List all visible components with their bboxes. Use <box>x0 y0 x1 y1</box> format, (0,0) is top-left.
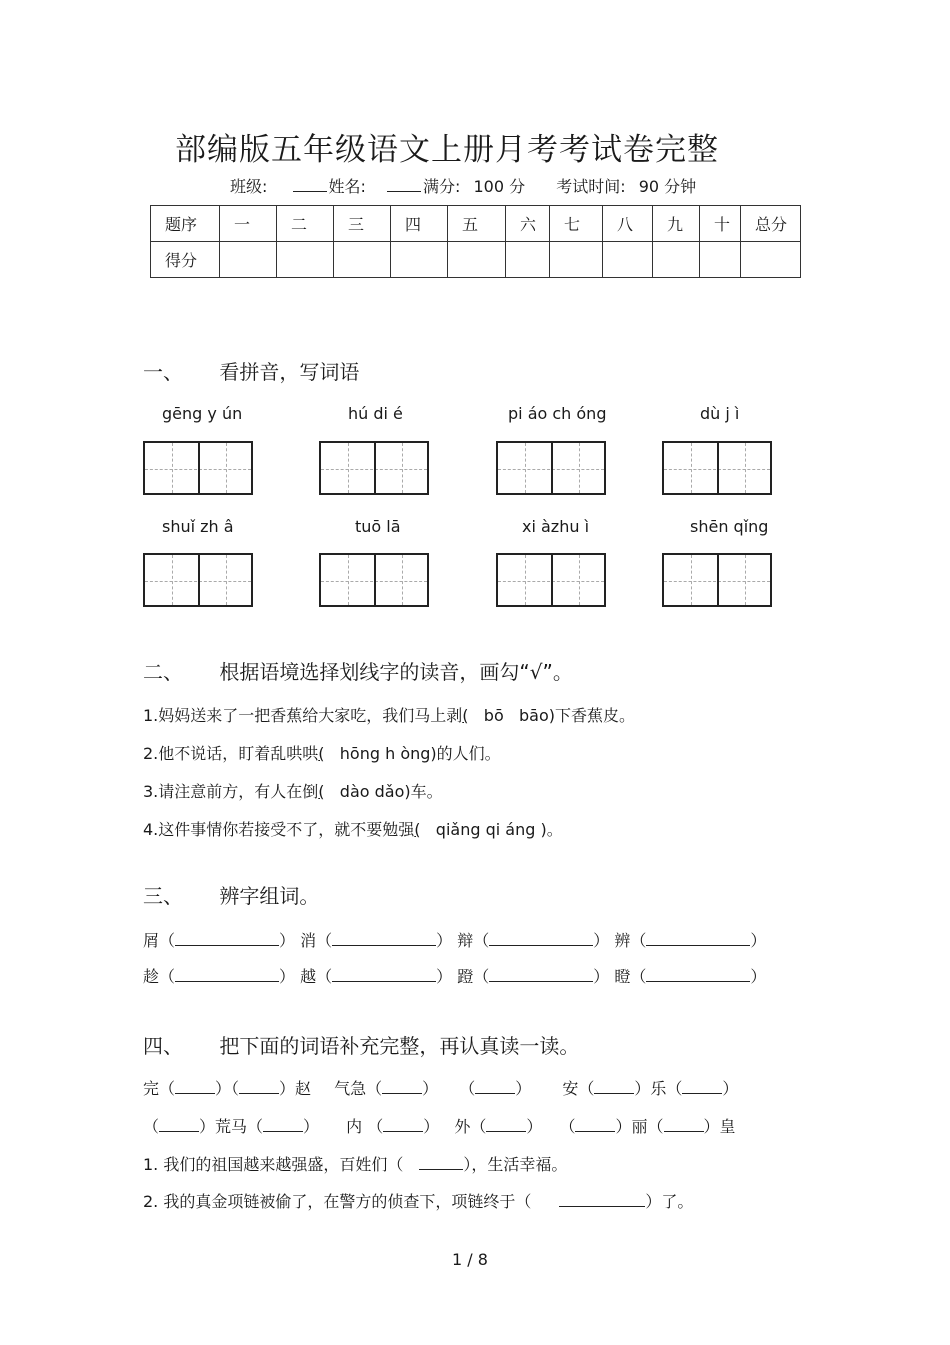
idiom-text: ）（ <box>215 1079 240 1098</box>
score-cell[interactable] <box>653 242 700 278</box>
idiom-text: ）皇 <box>703 1117 736 1136</box>
section-2-heading <box>143 656 573 685</box>
char: 越 <box>300 967 317 986</box>
char: 辩 <box>457 931 474 950</box>
writing-grid[interactable] <box>143 553 253 607</box>
question-text-end: )下香蕉皮。 <box>548 706 635 725</box>
word-row-1: 屑（ ） 消（ ） 辩（ ） 辨（ ） <box>143 931 767 950</box>
question-text-end: )的人们。 <box>430 744 501 763</box>
answer-blank[interactable] <box>664 1116 704 1132</box>
answer-blank[interactable] <box>332 966 436 982</box>
score-cell[interactable] <box>220 242 277 278</box>
score-header-cell: 一 <box>220 206 277 242</box>
pinyin-4: dù j ì <box>700 404 740 423</box>
pinyin-2: hú di é <box>348 404 403 423</box>
question-4-1 <box>143 1152 567 1175</box>
idiom-text: ） <box>515 1079 532 1098</box>
question-text: 3.请注意前方，有人在倒 <box>143 782 319 801</box>
writing-grid[interactable] <box>662 441 772 495</box>
answer-blank[interactable] <box>383 1116 423 1132</box>
answer-blank[interactable] <box>489 966 593 982</box>
idiom-text: 外（ <box>454 1117 487 1136</box>
section-title: 辨字组词。 <box>219 884 320 908</box>
writing-grid[interactable] <box>496 441 606 495</box>
answer-blank[interactable] <box>419 1154 463 1170</box>
idiom-text: ）丽（ <box>615 1117 664 1136</box>
idiom-text: （ <box>559 1117 576 1136</box>
section-number: 一、 <box>143 360 183 384</box>
info-line <box>230 174 696 197</box>
section-4-heading <box>143 1030 579 1059</box>
score-cell[interactable] <box>550 242 603 278</box>
answer-blank[interactable] <box>594 1078 634 1094</box>
pinyin-options[interactable]: qiǎng qi áng <box>420 820 536 839</box>
score-cell[interactable] <box>700 242 741 278</box>
score-cell[interactable] <box>391 242 448 278</box>
full-label: 满分: <box>423 177 461 196</box>
idiom-text: 内 （ <box>346 1117 384 1136</box>
score-header-cell: 三 <box>334 206 391 242</box>
answer-blank[interactable] <box>489 930 593 946</box>
answer-blank[interactable] <box>646 930 750 946</box>
question-text-end: ）了。 <box>645 1192 694 1211</box>
question-text: 4.这件事情你若接受不了，就不要勉强 <box>143 820 415 839</box>
writing-grid[interactable] <box>143 441 253 495</box>
question-text-end: ），生活幸福。 <box>463 1155 568 1174</box>
idiom-text: ）荒马（ <box>199 1117 264 1136</box>
score-header-cell: 六 <box>506 206 550 242</box>
pinyin-1: gēng y ún <box>162 404 243 423</box>
question-4-2 <box>143 1189 693 1212</box>
idiom-text: ） <box>722 1079 739 1098</box>
question-text: 2.他不说话，盯着乱哄哄 <box>143 744 319 763</box>
pinyin-7: xi àzhu ì <box>522 517 590 536</box>
section-title: 根据语境选择划线字的读音，画勾“√”。 <box>219 660 573 684</box>
page-number: 1 / 8 <box>452 1250 488 1269</box>
section-title: 把下面的词语补充完整，再认真读一读。 <box>219 1034 580 1058</box>
idiom-text: ） <box>303 1117 320 1136</box>
idiom-text: ） <box>526 1117 543 1136</box>
answer-blank[interactable] <box>239 1078 279 1094</box>
section-title: 看拼音，写词语 <box>219 360 360 384</box>
score-table <box>150 205 801 278</box>
char: 蹬 <box>457 967 474 986</box>
char: 屑 <box>143 931 160 950</box>
question-2-4 <box>143 817 563 840</box>
question-text: 1.妈妈送来了一把香蕉给大家吃，我们马上剥 <box>143 706 463 725</box>
idiom-text: ） <box>423 1117 440 1136</box>
writing-grid[interactable] <box>319 553 429 607</box>
score-cell[interactable] <box>506 242 550 278</box>
answer-blank[interactable] <box>332 930 436 946</box>
pinyin-options[interactable]: bō bāo <box>468 706 549 725</box>
section-3-heading <box>143 880 319 909</box>
score-header-cell: 九 <box>653 206 700 242</box>
pinyin-5: shuǐ zh â <box>162 517 234 536</box>
underlined-char: ( <box>414 820 421 839</box>
name-label: 姓名: <box>328 177 366 196</box>
underlined-char: ( <box>318 744 325 763</box>
answer-blank[interactable] <box>175 966 279 982</box>
score-cell[interactable] <box>603 242 653 278</box>
question-text: 2. 我的真金项链被偷了，在警方的侦查下，项链终于（ <box>143 1192 532 1211</box>
char: 趁 <box>143 967 160 986</box>
score-row-label: 得分 <box>151 242 220 278</box>
section-number: 四、 <box>143 1034 183 1058</box>
question-2-2 <box>143 741 501 764</box>
pinyin-options[interactable]: hōng h òng <box>324 744 431 763</box>
pinyin-3: pi áo ch óng <box>508 404 607 423</box>
char: 消 <box>300 931 317 950</box>
answer-blank[interactable] <box>263 1116 303 1132</box>
full-value: 100 分 <box>473 177 526 196</box>
idiom-row-2 <box>143 1114 736 1137</box>
answer-blank[interactable] <box>575 1116 615 1132</box>
idiom-text: （ <box>143 1117 160 1136</box>
writing-grid[interactable] <box>496 553 606 607</box>
question-text-end: )车。 <box>404 782 443 801</box>
name-blank[interactable] <box>387 177 421 192</box>
section-number: 二、 <box>143 660 183 684</box>
idiom-text: 完（ <box>143 1079 176 1098</box>
answer-blank[interactable] <box>646 966 750 982</box>
question-text: 1. 我们的祖国越来越强盛，百姓们（ <box>143 1155 404 1174</box>
score-header-row <box>151 206 801 242</box>
answer-blank[interactable] <box>175 930 279 946</box>
underlined-char: ( <box>462 706 469 725</box>
answer-blank[interactable] <box>486 1116 526 1132</box>
class-blank[interactable] <box>293 177 327 192</box>
time-label: 考试时间: <box>556 177 626 196</box>
score-header-cell: 五 <box>448 206 506 242</box>
question-2-1 <box>143 703 635 726</box>
writing-grid[interactable] <box>319 441 429 495</box>
score-cell[interactable] <box>448 242 506 278</box>
score-header-cell: 七 <box>550 206 603 242</box>
answer-blank[interactable] <box>159 1116 199 1132</box>
idiom-row-1 <box>143 1076 738 1099</box>
pinyin-6: tuō lā <box>355 517 401 536</box>
char: 辨 <box>614 931 631 950</box>
section-1-heading <box>143 356 359 385</box>
underlined-char: ( <box>318 782 325 801</box>
idiom-text: ）乐（ <box>634 1079 683 1098</box>
pinyin-8: shēn qǐng <box>690 517 769 536</box>
answer-blank[interactable] <box>175 1078 215 1094</box>
score-cell[interactable] <box>334 242 391 278</box>
answer-blank[interactable] <box>475 1078 515 1094</box>
score-header-cell: 十 <box>700 206 741 242</box>
answer-blank[interactable] <box>682 1078 722 1094</box>
question-text-end: )。 <box>535 820 563 839</box>
question-2-3 <box>143 779 443 802</box>
section-number: 三、 <box>143 884 183 908</box>
pinyin-options[interactable]: dào dǎo <box>324 782 405 801</box>
idiom-text: ）赵 <box>279 1079 312 1098</box>
score-header-cell: 八 <box>603 206 653 242</box>
class-label: 班级: <box>230 177 268 196</box>
score-header-cell: 题序 <box>151 206 220 242</box>
answer-blank[interactable] <box>559 1191 645 1207</box>
idiom-text: （ <box>459 1079 476 1098</box>
char: 瞪 <box>614 967 631 986</box>
idiom-text: ） <box>422 1079 439 1098</box>
idiom-text: 安（ <box>562 1079 595 1098</box>
score-cell[interactable] <box>277 242 334 278</box>
time-value: 90 分钟 <box>638 177 697 196</box>
score-header-cell: 总分 <box>741 206 801 242</box>
score-cell[interactable] <box>741 242 801 278</box>
score-header-cell: 二 <box>277 206 334 242</box>
idiom-text: 气急（ <box>334 1079 383 1098</box>
writing-grid[interactable] <box>662 553 772 607</box>
page-title: 部编版五年级语文上册月考考试卷完整 <box>175 132 719 168</box>
answer-blank[interactable] <box>382 1078 422 1094</box>
score-header-cell: 四 <box>391 206 448 242</box>
word-row-2: 趁（ ） 越（ ） 蹬（ ） 瞪（ ） <box>143 967 767 986</box>
score-row <box>151 242 801 278</box>
